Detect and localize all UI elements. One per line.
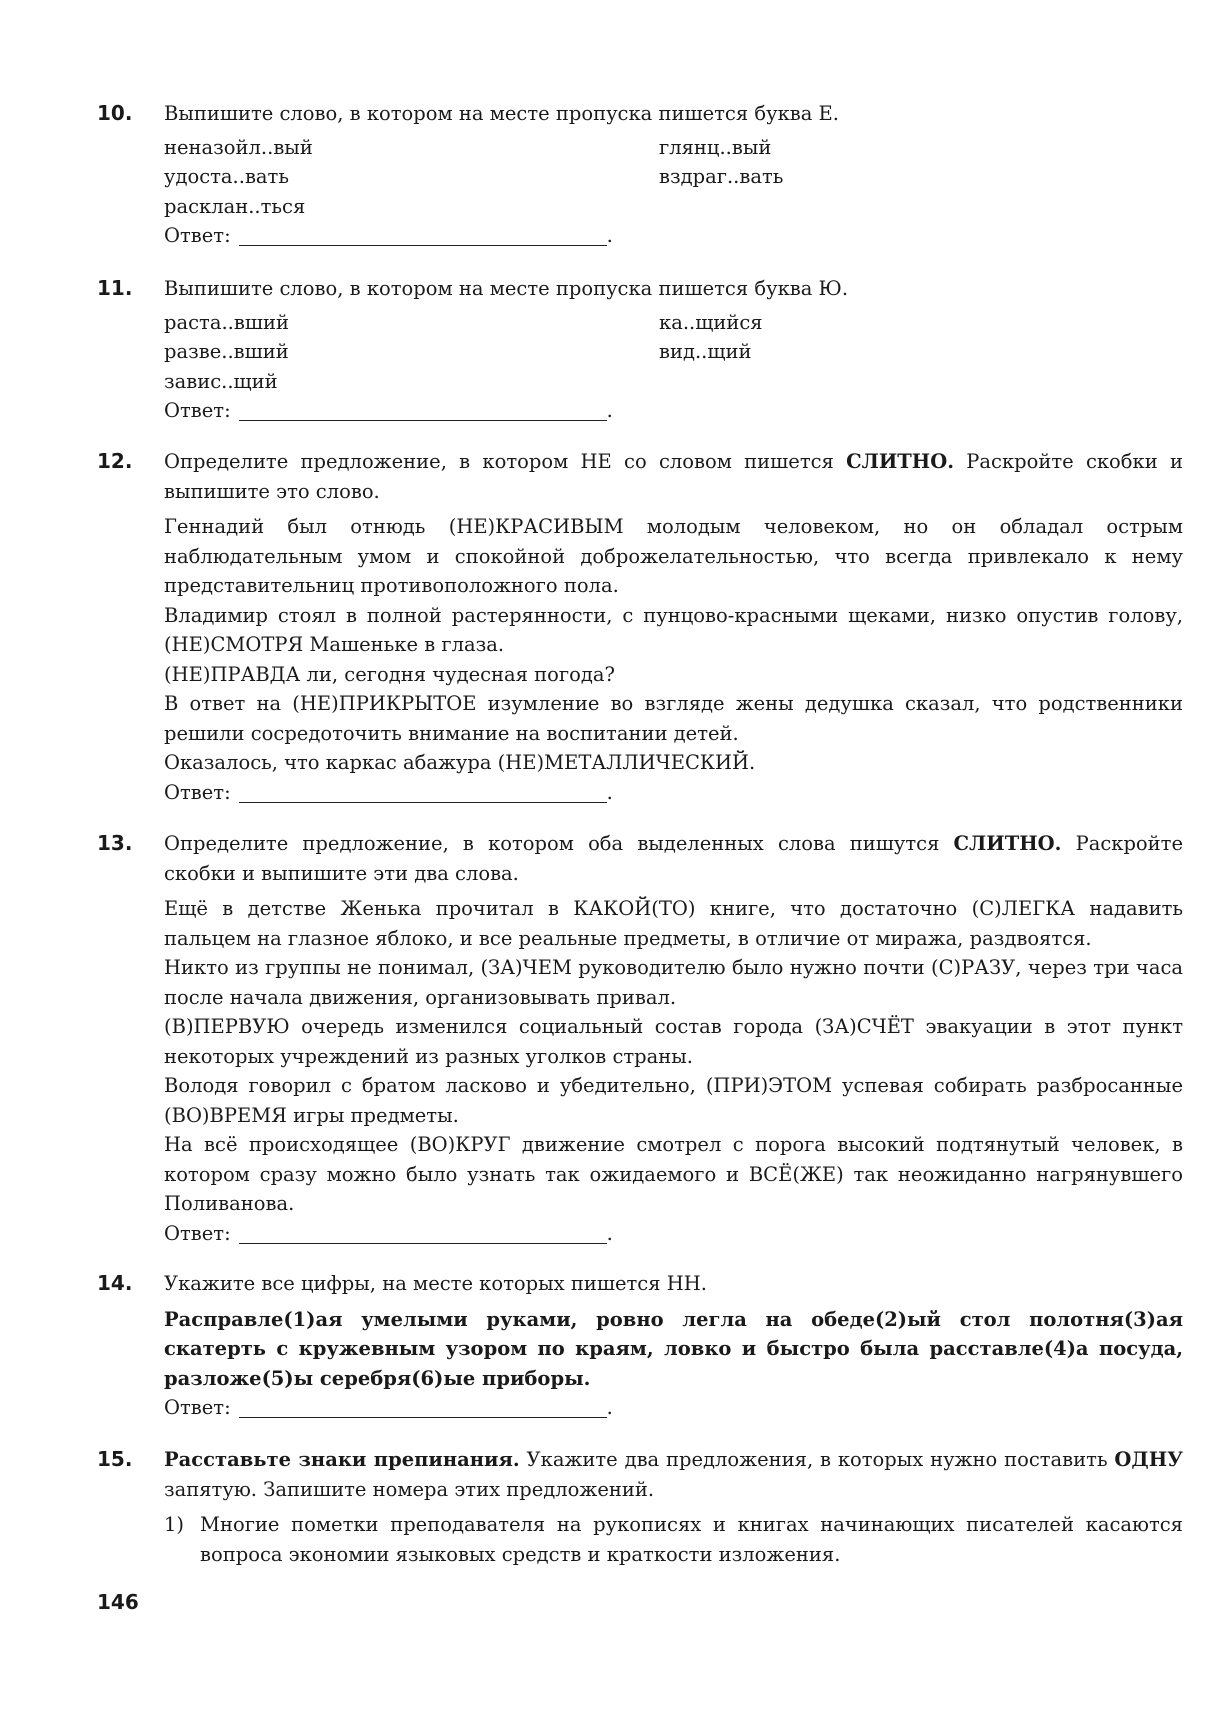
task-question [164,829,1183,888]
word-option: разве..вший [164,340,289,363]
task-question: Выпишите слово, в котором на месте пропуска пишется буква Ю. [164,277,849,300]
sentence: Геннадий был отнюдь (НЕ)КРАСИВЫМ молодым человеком, но он обладал острым наблюдательным умом и спокойной доброжелательностью, что всегда привлекало к нему представительниц противоположного пола. [164,515,1183,597]
task-question: Укажите все цифры, на месте которых пишется НН. [164,1272,707,1295]
question-text: Определите предложение, в котором НЕ со словом пишется [164,450,847,473]
question-emphasis: СЛИТНО. [953,832,1062,855]
task-14 [97,1269,1187,1423]
task-number: 11. [97,276,133,300]
sentence: Ещё в детстве Женька прочитал в КАКОЙ(ТО) книге, что достаточно (С)ЛЕГКА надавить пальцем на глазное яблоко, и все реальные предметы, в отличие от миража, раздвоятся. [164,897,1183,950]
word-option: вид..щий [659,340,752,363]
answer-field[interactable]: Ответ: . [164,399,613,422]
task-number: 13. [97,831,133,855]
sentence: (В)ПЕРВУЮ очередь изменился социальный состав города (ЗА)СЧЁТ эвакуации в этот пункт некоторых учреждений из разных уголков страны. [164,1015,1183,1068]
word-option: раста..вший [164,310,289,334]
word-option: завис..щий [164,369,278,393]
answer-line[interactable] [239,400,607,421]
sentence-list [164,512,1183,778]
question-emphasis: ОДНУ [1114,1448,1183,1471]
word-option: ка..щийся [659,310,763,334]
task-text: Расправле(1)ая умелыми руками, ровно легла на обеде(2)ый стол полотня(3)ая скатерть с кружевным узором по краям, ловко и быстро была расставле(4)а посуда, разложе(5)ы серебря(6)ые приборы. [164,1307,1183,1390]
option-number: 1) [164,1513,185,1536]
sentence-list [164,894,1183,1219]
word-option: удоста..вать [164,165,289,188]
task-11 [97,274,1187,426]
answer-line[interactable] [239,225,607,246]
task-number: 10. [97,101,133,125]
word-option: расклан..ться [164,194,306,218]
option-item [164,1510,1183,1569]
question-text: Раскройте скобки и выпишите эти два слова. [164,832,1183,885]
question-text: Раскройте скобки и выпишите это слово. [164,450,1183,503]
task-question [164,447,1183,506]
answer-field[interactable]: Ответ: . [164,1396,613,1419]
word-options [164,133,1183,222]
question-text: запятую. Запишите номера этих предложений. [164,1477,655,1501]
question-text: Укажите два предложения, в которых нужно поставить [519,1448,1115,1471]
task-number: 14. [97,1271,133,1295]
word-option: вздраг..вать [659,165,784,188]
answer-label: Ответ: [164,780,231,804]
question-emphasis: Расставьте знаки препинания. [164,1448,520,1471]
answer-field[interactable]: Ответ: . [164,780,613,804]
option-text: Многие пометки преподавателя на рукописях и книгах начинающих писателей касаются вопроса экономии языковых средств и краткости изложения. [200,1513,1183,1566]
task-15 [97,1445,1187,1569]
sentence: Владимир стоял в полной растерянности, с пунцово-красными щеками, низко опустив голову, (НЕ)СМОТРЯ Машеньке в глаза. [164,603,1183,656]
task-question [164,1445,1183,1504]
question-emphasis: СЛИТНО. [846,450,955,473]
sentence: Никто из группы не понимал, (ЗА)ЧЕМ руководителю было нужно почти (С)РАЗУ, через три часа после начала движения, организовывать привал. [164,956,1183,1009]
answer-line[interactable] [239,1223,607,1244]
answer-label: Ответ: [164,1221,231,1245]
task-question: Выпишите слово, в котором на месте пропуска пишется буква Е. [164,102,839,125]
task-10 [97,99,1187,251]
word-option: неназойл..вый [164,135,313,159]
sentence: (НЕ)ПРАВДА ли, сегодня чудесная погода? [164,662,615,686]
sentence: В ответ на (НЕ)ПРИКРЫТОЕ изумление во взгляде жены дедушка сказал, что родственники решили сосредоточить внимание на воспитании детей. [164,692,1183,745]
answer-line[interactable] [239,782,607,803]
answer-field[interactable]: Ответ: . [164,1221,613,1245]
answer-label: Ответ: [164,224,231,247]
task-13 [97,829,1187,1248]
page-number: 146 [97,1590,139,1614]
sentence: Оказалось, что каркас абажура (НЕ)МЕТАЛЛИЧЕСКИЙ. [164,751,756,774]
answer-line[interactable] [239,1397,607,1418]
question-text: Определите предложение, в котором оба выделенных слова пишутся [164,832,954,855]
sentence: Володя говорил с братом ласково и убедительно, (ПРИ)ЭТОМ успевая собирать разбросанные (ВО)ВРЕМЯ игры предметы. [164,1074,1183,1127]
task-number: 15. [97,1447,133,1471]
answer-field[interactable]: Ответ: . [164,224,613,247]
task-number: 12. [97,449,133,473]
task-12 [97,447,1187,807]
answer-label: Ответ: [164,399,231,422]
word-options [164,308,1183,397]
answer-label: Ответ: [164,1396,231,1419]
word-option: глянц..вый [659,135,772,159]
sentence: На всё происходящее (ВО)КРУГ движение смотрел с порога высокий подтянутый человек, в котором сразу можно было узнать так ожидаемого и ВСЁ(ЖЕ) так неожиданно нагрянувшего Поливанова. [164,1133,1183,1215]
